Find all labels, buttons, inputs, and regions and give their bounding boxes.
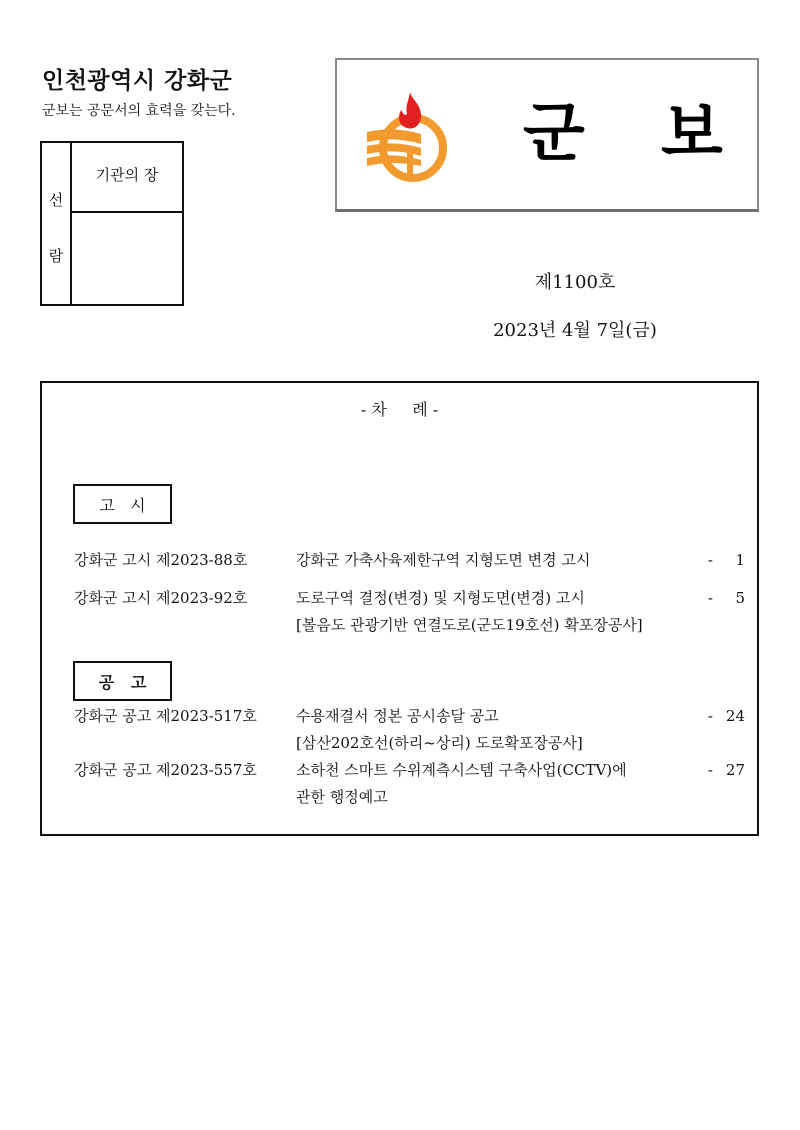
masthead-char-2: 보 (661, 97, 723, 171)
table-of-contents (40, 381, 759, 836)
review-top-label: 기관의 장 (95, 165, 159, 184)
issue-date: 2023년 4월 7일(금) (493, 320, 657, 341)
entry-dash: - (707, 707, 713, 725)
entry-number: 강화군 공고 제2023-557호 (74, 761, 257, 779)
entry-page: 27 (725, 761, 745, 779)
gangwha-county-emblem-icon (363, 86, 453, 186)
masthead (335, 58, 759, 212)
entry-page: 5 (735, 589, 745, 607)
entry-subtitle: [삼산202호선(하리~상리) 도로확포장공사] (296, 734, 583, 752)
issue-number: 제1100호 (534, 272, 616, 293)
entry-page: 1 (735, 551, 745, 569)
review-box (40, 141, 184, 306)
entry-title: 수용재결서 정본 공시송달 공고 (296, 707, 499, 725)
entry-page: 24 (725, 707, 745, 725)
entry-title: 강화군 가축사육제한구역 지형도면 변경 고시 (296, 551, 591, 569)
region-title: 인천광역시 강화군 (42, 68, 233, 94)
review-side-column (42, 143, 72, 304)
entry-number: 강화군 공고 제2023-517호 (74, 707, 257, 725)
entry-subtitle: 관한 행정예고 (296, 788, 388, 806)
entry-number: 강화군 고시 제2023-88호 (74, 551, 248, 569)
entry-dash: - (707, 761, 713, 779)
entry-dash: - (707, 551, 713, 569)
entry-title: 도로구역 결정(변경) 및 지형도면(변경) 고시 (296, 589, 585, 607)
review-side-label-1: 선 (48, 191, 64, 209)
entry-title: 소하천 스마트 수위계측시스템 구축사업(CCTV)에 (296, 761, 627, 779)
region-subtitle: 군보는 공문서의 효력을 갖는다. (42, 103, 236, 119)
review-side-label-2: 람 (48, 247, 64, 265)
entry-subtitle: [볼음도 관광기반 연결도로(군도19호선) 확포장공사] (296, 616, 643, 634)
masthead-char-1: 군 (523, 97, 585, 171)
section-label-notice: 고 시 (73, 484, 172, 524)
review-top-cell (72, 143, 182, 213)
section-label-announcement: 공 고 (73, 661, 172, 701)
entry-dash: - (707, 589, 713, 607)
toc-heading: - 차 례 - (360, 400, 439, 419)
review-signature-cell (72, 213, 182, 304)
entry-number: 강화군 고시 제2023-92호 (74, 589, 248, 607)
